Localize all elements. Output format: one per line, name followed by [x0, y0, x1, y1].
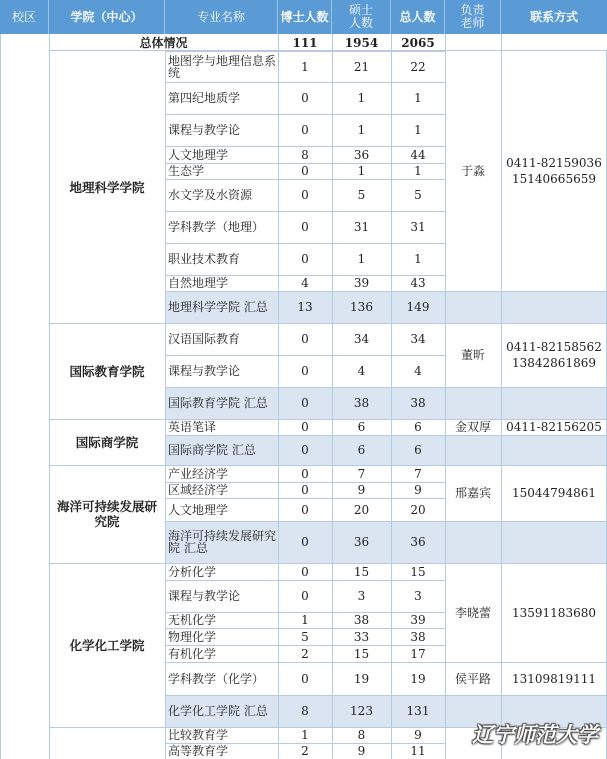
cell-total: 38 [410, 629, 426, 644]
cell-major: 无机化学 [168, 613, 217, 627]
summary-divider [278, 34, 279, 50]
table-header [0, 0, 607, 34]
cell-phd: 1 [301, 59, 309, 74]
cell-phd: 0 [301, 164, 309, 178]
cell-major: 比较教育学 [168, 728, 229, 742]
cell-major: 海洋可持续发展研究院 汇总 [165, 521, 278, 563]
cell-phd: 0 [301, 466, 309, 481]
cell-phd: 0 [301, 220, 309, 234]
row-divider [165, 482, 445, 483]
cell-phd: 0 [301, 123, 309, 137]
cell-major: 课程与教学论 [168, 123, 241, 137]
cell-major: 地理科学学院 汇总 [165, 291, 278, 323]
row-divider [165, 275, 445, 276]
cell-total: 15 [410, 564, 426, 579]
cell-total: 11 [410, 744, 426, 758]
summary-label: 总体情况 [139, 36, 188, 50]
cell-total: 1 [414, 252, 422, 266]
cell-major: 区域经济学 [168, 483, 229, 497]
cell-phd: 0 [301, 502, 309, 517]
row-divider [165, 387, 445, 388]
cell-master: 9 [357, 744, 366, 758]
cell-major: 学科教学（化学） [168, 671, 265, 686]
cell-master: 15 [353, 564, 370, 579]
header-campus: 校区 [0, 0, 49, 34]
cell-master: 31 [353, 220, 370, 234]
college-intl-business: 国际商学院 [75, 434, 139, 450]
teacher-divider [445, 435, 607, 436]
header-teacher: 负责老师 [445, 0, 501, 34]
cell-major: 化学化工学院 汇总 [165, 695, 278, 727]
cell-total: 6 [391, 435, 445, 465]
cell-total: 4 [414, 364, 422, 378]
contact-intl-education: 0411-82158562 13842861869 [506, 340, 602, 370]
shaded-filler [501, 435, 607, 465]
summary-master: 1954 [344, 35, 379, 50]
cell-master: 8 [357, 728, 366, 742]
row-divider [165, 743, 445, 744]
cell-total: 7 [414, 466, 422, 481]
cell-phd: 0 [301, 589, 309, 603]
cell-master: 5 [357, 188, 366, 202]
cell-total: 34 [410, 332, 426, 346]
cell-master: 1 [357, 123, 366, 137]
cell-total: 38 [391, 387, 445, 419]
cell-phd: 4 [301, 276, 309, 290]
shaded-filler [501, 521, 607, 563]
cell-master: 34 [353, 332, 370, 346]
header-major: 专业名称 [165, 0, 278, 34]
row-divider [165, 163, 445, 164]
cell-major: 有机化学 [168, 646, 217, 661]
cell-phd: 0 [278, 521, 332, 563]
cell-phd: 8 [301, 147, 309, 162]
cell-total: 22 [410, 59, 426, 74]
college-intl-education: 国际教育学院 [69, 363, 145, 379]
cell-total: 20 [410, 502, 426, 517]
college-ocean: 海洋可持续发展研究院 [56, 499, 157, 529]
row-divider [165, 662, 445, 663]
summary-divider [445, 34, 446, 50]
cell-major: 产业经济学 [168, 466, 229, 481]
cell-total: 131 [391, 695, 445, 727]
cell-phd: 0 [301, 252, 309, 266]
shaded-filler [445, 435, 501, 465]
row-divider [165, 645, 445, 646]
cell-major: 课程与教学论 [168, 364, 241, 378]
teacher-chemistry: 李晓蕾 [454, 606, 491, 620]
cell-major: 水文学及水资源 [168, 188, 253, 202]
cell-major: 英语笔译 [168, 420, 217, 434]
cell-phd: 0 [301, 564, 309, 579]
cell-total: 9 [414, 483, 422, 497]
header-contact: 联系方式 [529, 9, 578, 24]
shaded-filler [445, 291, 501, 323]
cell-master: 39 [353, 276, 370, 290]
cell-master: 1 [357, 91, 366, 105]
cell-master: 6 [357, 420, 366, 434]
row-divider [165, 179, 445, 180]
shaded-filler [445, 387, 501, 419]
teacher-ocean: 邢嘉宾 [454, 486, 491, 500]
cell-major: 人文地理学 [168, 502, 229, 517]
contact-ocean: 15044794861 [512, 486, 596, 500]
university-watermark: 辽宁师范大学 [472, 723, 598, 747]
cell-major: 第四纪地质学 [168, 91, 241, 105]
college-geography: 地理科学学院 [69, 179, 145, 195]
teacher-divider [445, 521, 607, 522]
cell-total: 31 [410, 220, 426, 234]
cell-phd: 2 [301, 744, 309, 758]
summary-phd: 111 [292, 35, 318, 50]
header-phd: 博士人数 [278, 0, 332, 34]
teacher-chemistry-2: 侯平路 [454, 672, 491, 686]
cell-master: 36 [332, 521, 391, 563]
cell-master: 1 [357, 164, 366, 178]
cell-phd: 8 [278, 695, 332, 727]
shaded-filler [445, 521, 501, 563]
cell-major: 自然地理学 [168, 276, 229, 290]
row-divider [165, 695, 445, 696]
cell-phd: 0 [278, 435, 332, 465]
cell-major: 人文地理学 [168, 147, 229, 162]
cell-major: 高等教育学 [168, 744, 229, 758]
cell-master: 9 [357, 483, 366, 497]
college-chemistry: 化学化工学院 [69, 637, 145, 653]
column-divider [165, 50, 166, 759]
cell-phd: 0 [301, 420, 309, 434]
row-divider [165, 82, 445, 83]
row-divider [165, 291, 445, 292]
contact-intl-business: 0411-82156205 [506, 420, 602, 434]
cell-major: 国际教育学院 汇总 [165, 387, 278, 419]
cell-master: 20 [353, 502, 370, 517]
row-divider [165, 498, 445, 499]
row-divider [165, 146, 445, 147]
column-divider [0, 34, 1, 759]
cell-phd: 0 [301, 671, 309, 686]
contact-chemistry-2: 13109819111 [512, 672, 596, 686]
cell-phd: 2 [301, 646, 309, 661]
cell-phd: 5 [301, 629, 309, 644]
cell-master: 136 [332, 291, 391, 323]
cell-master: 1 [357, 252, 366, 266]
header-total: 总人数 [391, 0, 445, 34]
cell-major: 学科教学（地理） [168, 220, 265, 234]
cell-phd: 1 [301, 613, 309, 627]
teacher-divider [445, 695, 607, 696]
cell-total: 1 [414, 123, 422, 137]
shaded-filler [501, 387, 607, 419]
cell-total: 1 [414, 164, 422, 178]
row-divider [165, 51, 445, 52]
cell-master: 21 [353, 59, 370, 74]
cell-master: 19 [353, 671, 370, 686]
row-divider [165, 580, 445, 581]
row-divider [165, 628, 445, 629]
cell-total: 9 [414, 728, 422, 742]
cell-major: 课程与教学论 [168, 589, 241, 603]
cell-major: 职业技术教育 [168, 252, 241, 266]
cell-total: 1 [414, 91, 422, 105]
cell-master: 38 [332, 387, 391, 419]
cell-total: 43 [410, 276, 426, 290]
cell-major: 地图学与地理信息系统 [168, 53, 277, 80]
contact-geography: 0411-82159036 15140665659 [506, 156, 602, 186]
row-divider [165, 355, 445, 356]
cell-phd: 0 [301, 483, 309, 497]
column-divider [278, 50, 279, 759]
cell-master: 15 [353, 646, 370, 661]
cell-total: 5 [414, 188, 422, 202]
teacher-divider [445, 291, 607, 292]
summary-divider [501, 34, 502, 50]
cell-total: 19 [410, 671, 426, 686]
cell-master: 33 [353, 629, 370, 644]
cell-major: 分析化学 [168, 564, 217, 579]
cell-phd: 13 [278, 291, 332, 323]
teacher-intl-business: 金双厚 [454, 420, 491, 434]
cell-total: 149 [391, 291, 445, 323]
cell-total: 3 [414, 589, 422, 603]
cell-major: 物理化学 [168, 629, 217, 644]
row-divider [165, 521, 445, 522]
cell-major: 生态学 [168, 164, 205, 178]
cell-phd: 0 [301, 332, 309, 346]
cell-master: 6 [332, 435, 391, 465]
teacher-geography: 于淼 [460, 164, 485, 178]
header-master: 硕士人数 [332, 0, 391, 34]
cell-total: 39 [410, 613, 426, 627]
header-college: 学院（中心） [49, 0, 165, 34]
cell-master: 123 [332, 695, 391, 727]
cell-master: 38 [353, 613, 370, 627]
shaded-filler [501, 291, 607, 323]
cell-phd: 0 [301, 91, 309, 105]
cell-major: 汉语国际教育 [168, 332, 241, 346]
summary-total: 2065 [401, 35, 435, 50]
summary-divider [391, 34, 392, 50]
teacher-intl-education: 董昕 [460, 348, 485, 362]
cell-total: 36 [391, 521, 445, 563]
teacher-divider [445, 387, 607, 388]
cell-total: 17 [410, 646, 426, 661]
column-divider [391, 50, 392, 759]
cell-phd: 1 [301, 728, 309, 742]
cell-master: 36 [353, 147, 370, 162]
summary-divider [332, 34, 333, 50]
row-divider [165, 211, 445, 212]
cell-total: 44 [410, 147, 426, 162]
contact-chemistry: 13591183680 [512, 606, 596, 620]
row-divider [165, 435, 445, 436]
column-divider [332, 50, 333, 759]
row-divider [165, 114, 445, 115]
cell-master: 4 [357, 364, 366, 378]
cell-master: 3 [357, 589, 366, 603]
cell-major: 国际商学院 汇总 [165, 435, 278, 465]
cell-phd: 0 [301, 364, 309, 378]
row-divider [165, 612, 445, 613]
row-divider [165, 243, 445, 244]
cell-total: 6 [414, 420, 422, 434]
cell-phd: 0 [278, 387, 332, 419]
cell-master: 7 [357, 466, 366, 481]
cell-phd: 0 [301, 188, 309, 202]
